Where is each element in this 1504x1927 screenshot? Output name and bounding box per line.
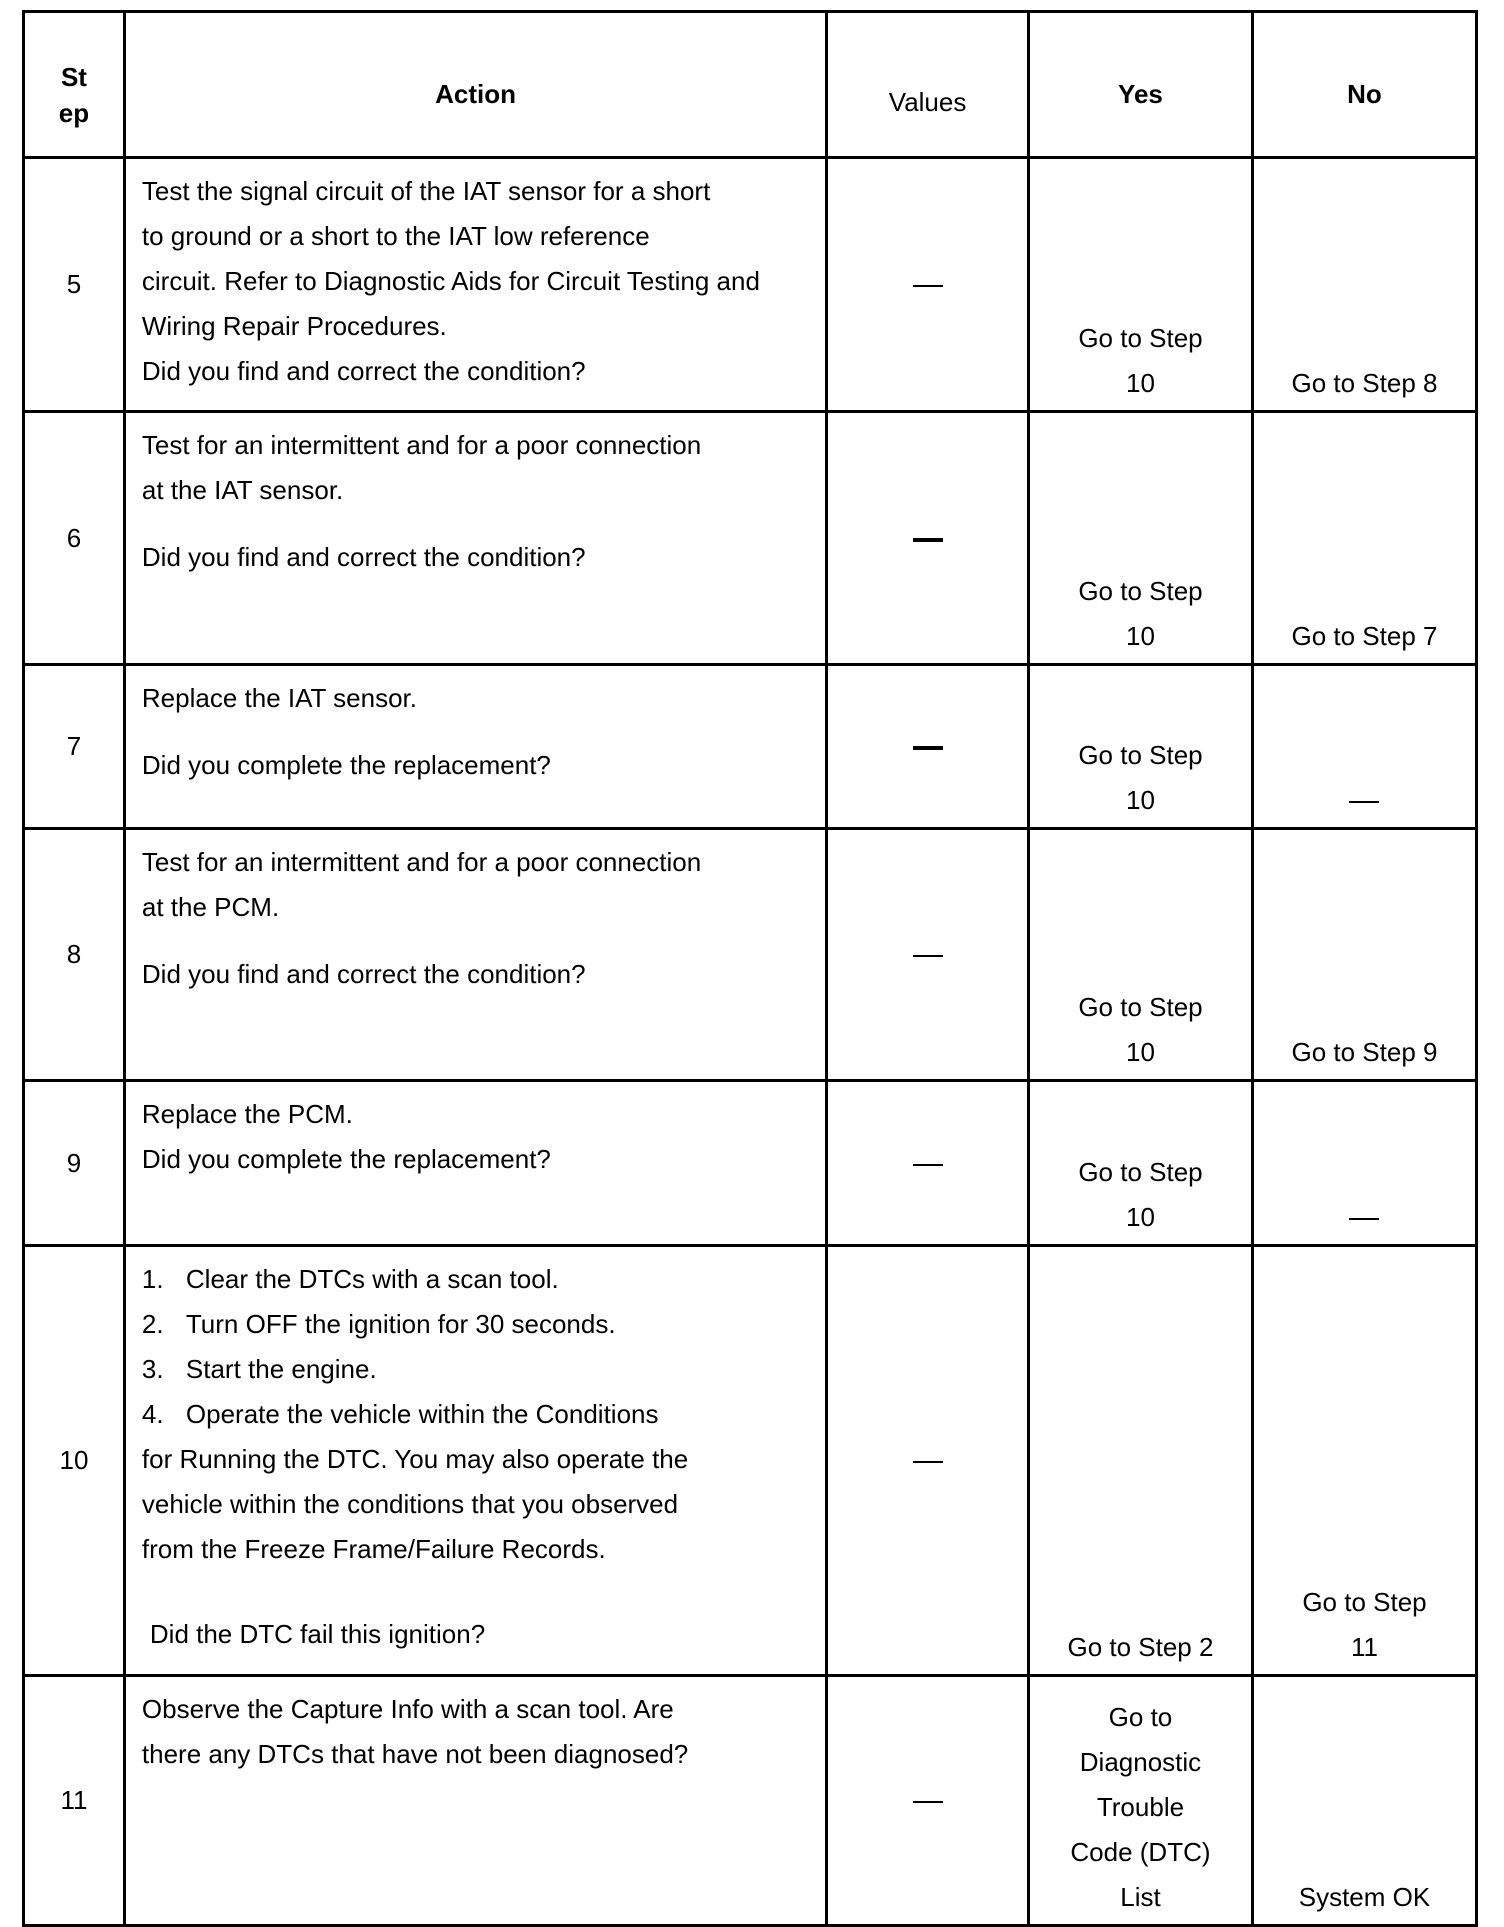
action-text: Observe the Capture Info with a scan tool. Are [141,1694,674,1724]
spacer [142,721,811,743]
values-cell [827,1676,1029,1926]
values-cell [827,158,1029,412]
no-cell [1252,1246,1476,1676]
yes-cell [1028,829,1252,1081]
no-result: Go to Step 11 [1302,1587,1427,1662]
no-cell [1252,665,1476,829]
no-result: Go to Step 9 [1291,1037,1438,1067]
question-text: Did you complete the replacement? [141,750,551,780]
yes-cell [1028,1081,1252,1246]
values-cell [827,412,1029,665]
list-number: 1. [141,1264,164,1294]
yes-result: Go to Step 10 [1078,992,1203,1067]
spacer [142,1572,811,1612]
action-cell [124,158,826,412]
no-result: System OK [1298,1882,1431,1912]
list-item [142,1392,811,1437]
question-text: Did the DTC fail this ignition? [149,1619,486,1649]
values-dash [913,1164,943,1166]
header-no: No [1252,12,1476,158]
no-dash [1349,1218,1379,1220]
yes-result: Go to Step 2 [1067,1632,1214,1662]
header-step [24,12,125,158]
action-text: vehicle within the conditions that you observed [141,1489,679,1519]
question-text: Did you find and correct the condition? [141,356,586,386]
action-text: for Running the DTC. You may also operate the [141,1444,689,1474]
step-number: 7 [24,665,125,829]
list-item [142,1302,811,1347]
values-cell [827,665,1029,829]
yes-cell [1028,412,1252,665]
values-dash [913,955,943,957]
action-text: to ground or a short to the IAT low reference [141,221,650,251]
list-number: 2. [141,1309,164,1339]
no-dash [1349,801,1379,803]
no-cell [1252,829,1476,1081]
table-row [24,665,1477,829]
spacer [142,513,811,535]
values-cell [827,1081,1029,1246]
spacer [142,930,811,952]
table-row [24,158,1477,412]
action-text: Replace the PCM. [141,1099,353,1129]
list-text: Turn OFF the ignition for 30 seconds. [185,1309,616,1339]
list-text: Operate the vehicle within the Conditions [185,1399,659,1429]
no-result [1254,1195,1475,1240]
yes-cell [1028,158,1252,412]
no-cell [1252,158,1476,412]
list-item [142,1257,811,1302]
no-result: Go to Step 8 [1291,368,1438,398]
no-cell [1252,1676,1476,1926]
no-result: Go to Step 7 [1291,621,1438,651]
values-dash [913,1461,943,1463]
values-cell [827,829,1029,1081]
table-row [24,1676,1477,1926]
list-text: Clear the DTCs with a scan tool. [185,1264,559,1294]
action-text: there any DTCs that have not been diagnosed? [141,1739,689,1769]
header-row [24,12,1477,158]
diagnostic-steps-table [22,10,1478,1927]
action-text: Replace the IAT sensor. [141,683,417,713]
table-row [24,412,1477,665]
header-action: Action [124,12,826,158]
step-number: 9 [24,1081,125,1246]
action-cell [124,665,826,829]
action-text: Test for an intermittent and for a poor connection [141,430,702,460]
values-dash [913,285,943,287]
table-row [24,829,1477,1081]
table-row [24,1246,1477,1676]
list-number: 4. [141,1399,164,1429]
no-cell [1252,1081,1476,1246]
action-cell [124,1246,826,1676]
yes-cell [1028,1246,1252,1676]
table-row [24,1081,1477,1246]
no-cell [1252,412,1476,665]
question-text: Did you find and correct the condition? [141,959,586,989]
values-dash [913,538,943,542]
action-text: from the Freeze Frame/Failure Records. [141,1534,606,1564]
header-step-line-2: ep [58,97,90,128]
action-text: Test the signal circuit of the IAT sensor for a short [141,176,711,206]
list-number: 3. [141,1354,164,1384]
action-text: Wiring Repair Procedures. [141,311,447,341]
action-text: at the PCM. [141,892,280,922]
values-dash [913,746,943,750]
step-number: 5 [24,158,125,412]
action-cell [124,412,826,665]
step-number: 11 [24,1676,125,1926]
action-text: at the IAT sensor. [141,475,344,505]
yes-result: Go to Step 10 [1078,740,1203,815]
step-number: 8 [24,829,125,1081]
yes-cell [1028,665,1252,829]
yes-cell [1028,1676,1252,1926]
list-item [142,1347,811,1392]
yes-result: Go to Step 10 [1078,576,1203,651]
yes-result: Go to Step 10 [1078,323,1203,398]
header-step-line-1: St [60,61,87,92]
step-number: 10 [24,1246,125,1676]
action-text: Test for an intermittent and for a poor connection [141,847,702,877]
values-dash [913,1801,943,1803]
action-text: circuit. Refer to Diagnostic Aids for Circuit Testing and [141,266,760,296]
step-number: 6 [24,412,125,665]
question-text: Did you complete the replacement? [141,1144,551,1174]
question-text: Did you find and correct the condition? [141,542,586,572]
action-cell [124,829,826,1081]
action-cell [124,1676,826,1926]
list-text: Start the engine. [185,1354,377,1384]
header-values: Values [827,12,1029,158]
action-cell [124,1081,826,1246]
no-result [1254,778,1475,823]
values-cell [827,1246,1029,1676]
header-yes: Yes [1028,12,1252,158]
yes-result: Go to Step 10 [1078,1157,1203,1232]
yes-result: Go to Diagnostic Trouble Code (DTC) List [1070,1702,1211,1912]
